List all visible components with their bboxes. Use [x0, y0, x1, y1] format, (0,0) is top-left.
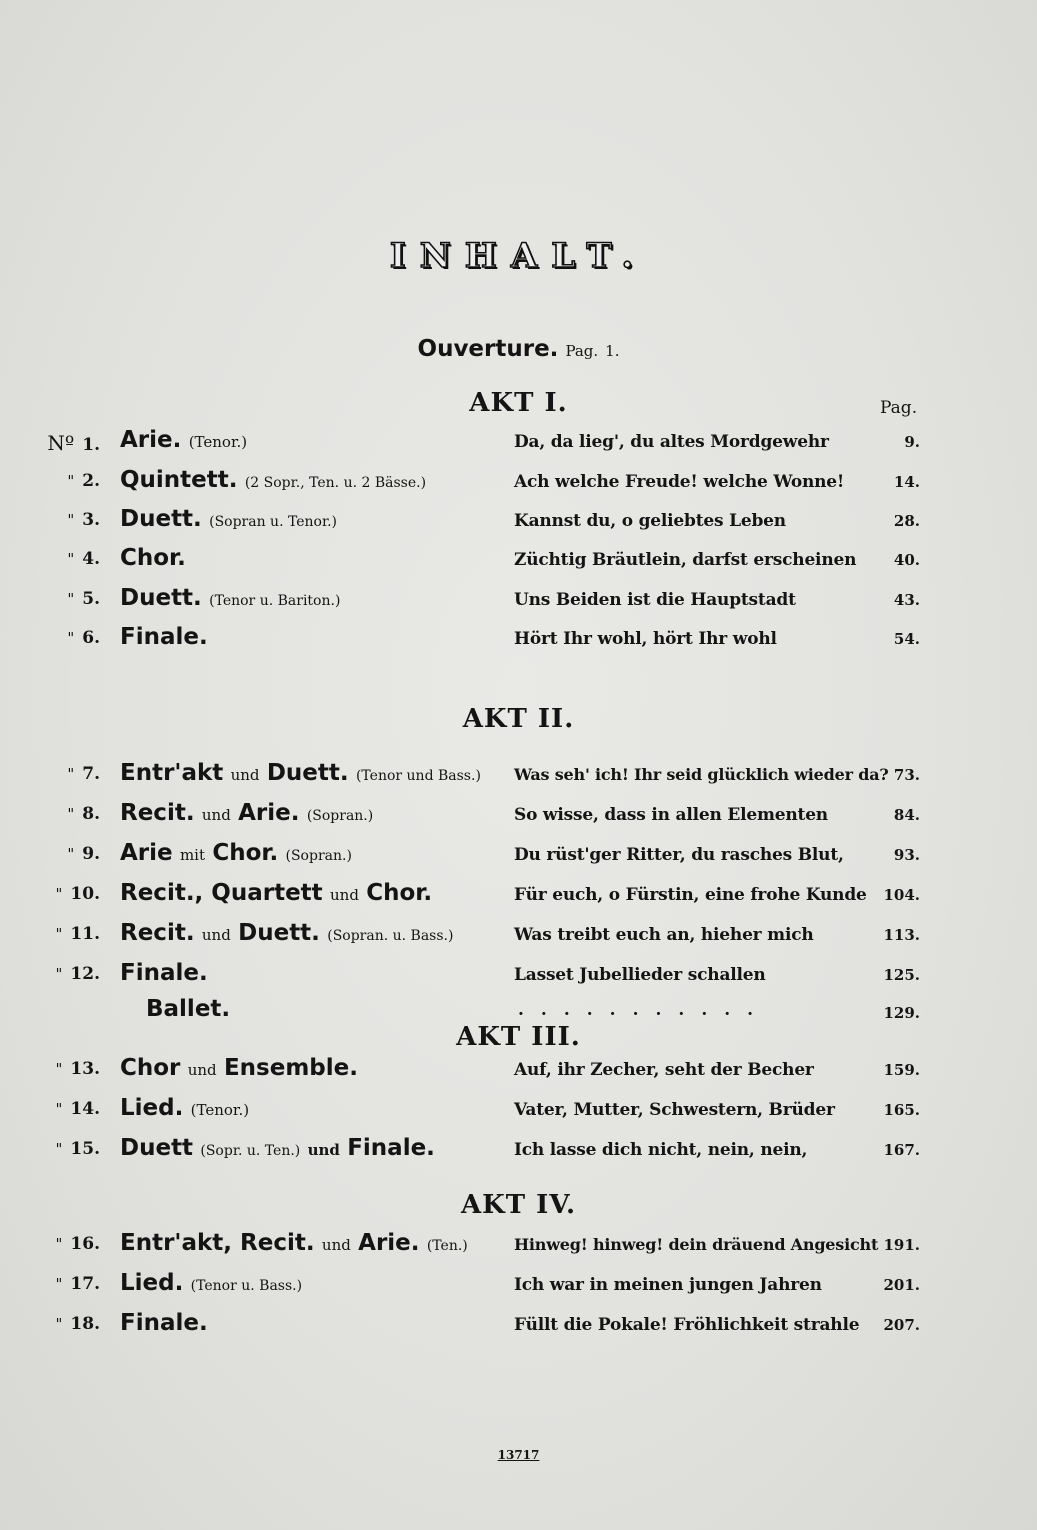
entry-number: 8.	[82, 804, 100, 824]
entry-number: 18.	[70, 1314, 100, 1334]
entry-number: 7.	[82, 764, 100, 784]
entry-connector: und	[187, 1061, 217, 1079]
entry-title: Entr'akt	[120, 760, 224, 786]
act-heading: AKT IV.	[460, 1190, 576, 1220]
entry-connector: und	[201, 926, 231, 944]
entry-page: 73.	[893, 766, 920, 784]
act-heading: AKT I.	[469, 388, 568, 418]
entry-connector: und	[230, 766, 260, 784]
entry-title-2: Finale.	[347, 1135, 435, 1161]
entry-title: Recit.	[120, 920, 195, 946]
entry-title: Finale.	[120, 624, 208, 650]
entry-title: Arie	[120, 840, 173, 866]
entry-page: 14.	[893, 473, 920, 491]
ditto-mark: "	[55, 1100, 63, 1118]
table-row	[0, 1135, 1037, 1171]
entry-incipit: Ich lasse dich nicht, nein, nein,	[514, 1140, 808, 1160]
table-row	[0, 920, 1037, 956]
entry-voices: (Sopran. u. Bass.)	[327, 928, 454, 944]
entry-number: 15.	[70, 1139, 100, 1159]
entry-voices: (Tenor und Bass.)	[355, 768, 481, 784]
pag-column-header: Pag.	[880, 398, 918, 418]
entry-number: 12.	[70, 964, 100, 984]
entry-number: 5.	[82, 589, 100, 609]
overture-line	[0, 336, 1037, 362]
entry-title: Entr'akt, Recit.	[120, 1230, 315, 1256]
number-prefix: Nº	[47, 431, 75, 455]
table-row	[0, 1055, 1037, 1091]
entry-voices: (2 Sopr., Ten. u. 2 Bässe.)	[244, 475, 427, 491]
table-row	[0, 840, 1037, 876]
entry-page: 43.	[893, 591, 920, 609]
table-row	[0, 880, 1037, 916]
entry-number: 16.	[70, 1234, 100, 1254]
entry-incipit: Für euch, o Fürstin, eine frohe Kunde	[514, 885, 867, 905]
ditto-mark: "	[67, 629, 75, 647]
table-row	[0, 760, 1037, 796]
entry-title: Duett	[120, 1135, 194, 1161]
ditto-mark: "	[55, 1060, 63, 1078]
entry-page: 125.	[883, 966, 920, 984]
entry-title-2: Ensemble.	[223, 1055, 358, 1081]
entry-voices: (Sopran.)	[285, 848, 352, 864]
act-heading: AKT III.	[456, 1022, 581, 1052]
entry-incipit: Uns Beiden ist die Hauptstadt	[514, 590, 796, 610]
ballet-page: 129.	[883, 1004, 920, 1022]
entry-page: 104.	[883, 886, 920, 904]
entry-title: Lied.	[120, 1270, 184, 1296]
entry-incipit: Vater, Mutter, Schwestern, Brüder	[514, 1100, 835, 1120]
entry-voices: (Sopr. u. Ten.)	[200, 1143, 301, 1159]
entry-page: 9.	[904, 433, 920, 451]
entry-voices: (Tenor u. Bariton.)	[209, 593, 341, 609]
entry-number: 2.	[82, 471, 100, 491]
overture-pag-label: Pag.	[565, 342, 599, 360]
entry-title-2: Duett.	[238, 920, 320, 946]
entry-incipit: Du rüst'ger Ritter, du rasches Blut,	[514, 845, 844, 865]
table-row	[0, 1095, 1037, 1131]
ditto-mark: "	[67, 550, 75, 568]
overture-label: Ouverture.	[417, 336, 559, 362]
entry-page: 113.	[883, 926, 920, 944]
ditto-mark: "	[55, 1315, 63, 1333]
ditto-mark: "	[55, 1140, 63, 1158]
entry-incipit: Ich war in meinen jungen Jahren	[514, 1275, 822, 1295]
entry-page: 84.	[893, 806, 920, 824]
entry-page: 201.	[883, 1276, 920, 1294]
entry-page: 167.	[883, 1141, 920, 1159]
table-row	[0, 624, 1037, 660]
entry-incipit: Hinweg! hinweg! dein dräuend Angesicht	[514, 1235, 879, 1254]
entry-title: Duett.	[120, 506, 202, 532]
entry-title-2: Chor.	[212, 840, 279, 866]
ditto-mark: "	[55, 1235, 63, 1253]
entry-title-2: Chor.	[366, 880, 433, 906]
entry-number: 14.	[70, 1099, 100, 1119]
entry-voices: (Tenor.)	[190, 1101, 250, 1119]
entry-connector: und	[321, 1236, 351, 1254]
entry-title: Arie.	[120, 427, 182, 453]
entry-page: 159.	[883, 1061, 920, 1079]
entry-number: 9.	[82, 844, 100, 864]
entry-connector: mit	[179, 846, 206, 864]
entry-incipit: Hört Ihr wohl, hört Ihr wohl	[514, 629, 777, 649]
entry-incipit: Auf, ihr Zecher, seht der Becher	[514, 1060, 814, 1080]
overture-page: 1.	[605, 342, 620, 360]
entry-page: 165.	[883, 1101, 920, 1119]
ditto-mark: "	[55, 1275, 63, 1293]
entry-title: Chor.	[120, 545, 186, 571]
ditto-mark: "	[67, 765, 75, 783]
entry-number: 1.	[82, 435, 100, 455]
entry-number: 6.	[82, 628, 100, 648]
entry-page: 40.	[893, 551, 920, 569]
entry-page: 207.	[883, 1316, 920, 1334]
entry-page: 191.	[883, 1236, 920, 1254]
entry-title: Duett.	[120, 585, 202, 611]
entry-number: 11.	[70, 924, 100, 944]
entry-title-2: Duett.	[266, 760, 349, 786]
entry-title: Recit.	[120, 800, 195, 826]
ditto-mark: "	[67, 472, 75, 490]
entry-number: 4.	[82, 549, 100, 569]
entry-page: 28.	[893, 512, 920, 530]
entry-incipit: Ach welche Freude! welche Wonne!	[514, 472, 845, 492]
entry-voices: (Ten.)	[426, 1238, 468, 1254]
entry-title: Chor	[120, 1055, 181, 1081]
entry-connector: und	[201, 806, 231, 824]
entry-incipit: Züchtig Bräutlein, darfst erscheinen	[514, 550, 857, 570]
table-row	[0, 545, 1037, 581]
page-title: INHALT.	[389, 236, 648, 276]
table-row	[0, 1270, 1037, 1306]
entry-page: 54.	[893, 630, 920, 648]
entry-title-2: Arie.	[238, 800, 300, 826]
table-row	[0, 427, 1037, 463]
table-row	[0, 467, 1037, 503]
ditto-mark: "	[55, 885, 63, 903]
ditto-mark: "	[67, 845, 75, 863]
entry-voices: (Tenor.)	[188, 433, 248, 451]
act-heading: AKT II.	[462, 704, 575, 734]
ditto-mark: "	[67, 805, 75, 823]
entry-title: Finale.	[120, 1310, 208, 1336]
entry-voices: (Sopran u. Tenor.)	[209, 514, 338, 530]
table-row	[0, 800, 1037, 836]
table-row	[0, 1230, 1037, 1266]
ditto-mark: "	[55, 925, 63, 943]
table-row	[0, 506, 1037, 542]
entry-title: Finale.	[120, 960, 208, 986]
plate-number: 13717	[497, 1448, 540, 1462]
ditto-mark: "	[67, 511, 75, 529]
entry-connector: und	[330, 886, 359, 904]
entry-incipit: So wisse, dass in allen Elementen	[514, 805, 828, 825]
ditto-mark: "	[67, 590, 75, 608]
entry-number: 3.	[82, 510, 100, 530]
entry-title: Recit., Quartett	[120, 880, 323, 906]
ballet-label: Ballet.	[146, 996, 231, 1022]
table-row	[0, 585, 1037, 621]
entry-title-2: Arie.	[358, 1230, 420, 1256]
table-row	[0, 1310, 1037, 1346]
table-row	[0, 960, 1037, 996]
entry-incipit: Lasset Jubellieder schallen	[514, 965, 766, 985]
entry-number: 10.	[70, 884, 100, 904]
entry-title: Lied.	[120, 1095, 184, 1121]
entry-title: Quintett.	[120, 467, 238, 493]
entry-incipit: Was treibt euch an, hieher mich	[514, 925, 814, 945]
entry-incipit: Was seh' ich! Ihr seid glücklich wieder da?	[514, 765, 889, 784]
ballet-leader-dots: ...........	[518, 1000, 771, 1020]
entry-incipit: Füllt die Pokale! Fröhlichkeit strahle	[514, 1315, 860, 1335]
entry-number: 13.	[70, 1059, 100, 1079]
entry-incipit: Kannst du, o geliebtes Leben	[514, 511, 786, 531]
entry-number: 17.	[70, 1274, 100, 1294]
entry-connector: und	[307, 1141, 340, 1159]
entry-page: 93.	[893, 846, 920, 864]
ditto-mark: "	[55, 965, 63, 983]
entry-incipit: Da, da lieg', du altes Mordgewehr	[514, 432, 829, 452]
entry-voices: (Tenor u. Bass.)	[190, 1278, 303, 1294]
entry-voices: (Sopran.)	[306, 808, 374, 824]
